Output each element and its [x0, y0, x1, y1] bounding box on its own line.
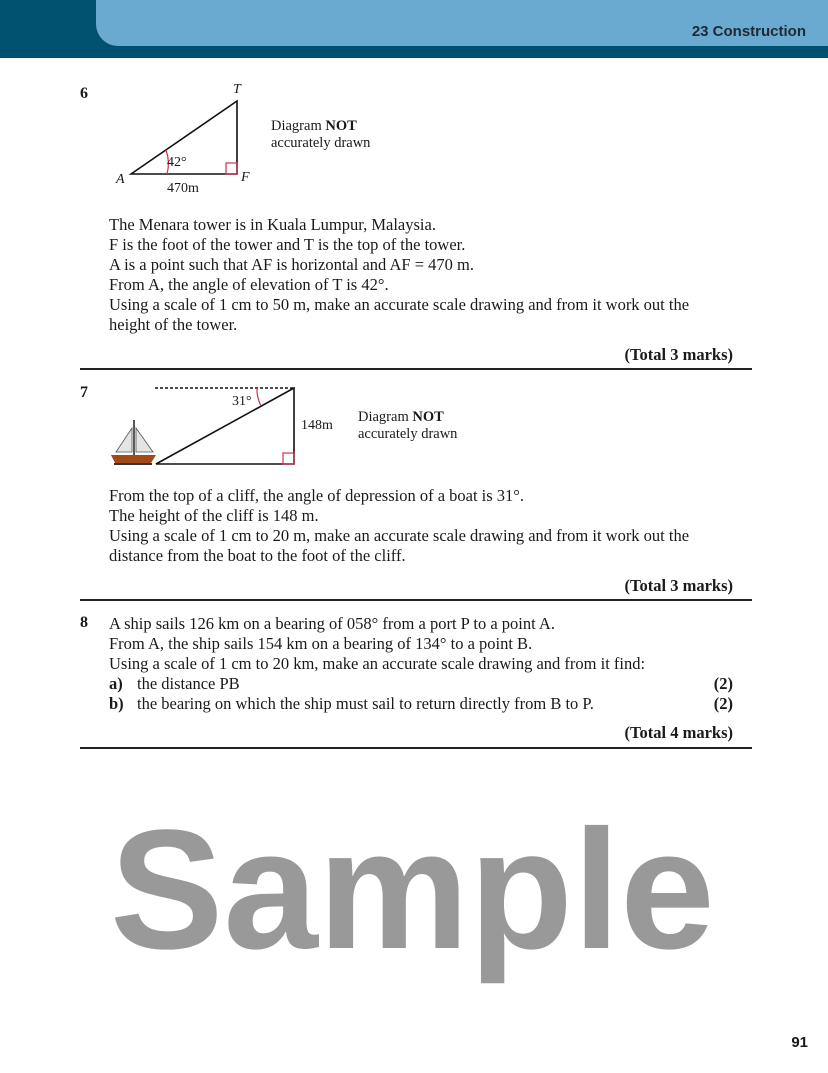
angle-arc — [257, 388, 261, 406]
boat-icon — [111, 420, 156, 465]
q8-part-b: b) the bearing on which the ship must sail to return directly from B to P. — [109, 694, 594, 713]
label-F: F — [241, 170, 250, 185]
angle-label: 31° — [232, 394, 252, 409]
diagram-note: Diagram NOT accurately drawn — [271, 118, 371, 151]
divider — [80, 599, 752, 601]
q6-line-3: A is a point such that AF is horizontal and AF = 470 m. — [109, 255, 474, 274]
base-label: 470m — [167, 181, 199, 196]
question-8-number: 8 — [80, 614, 88, 631]
height-label: 148m — [301, 418, 333, 433]
triangle — [156, 388, 294, 464]
q8-line-2: From A, the ship sails 154 km on a bearing of 134° to a point B. — [109, 634, 533, 653]
right-angle-mark — [283, 453, 294, 464]
q8-line-1: A ship sails 126 km on a bearing of 058° from a port P to a point A. — [109, 614, 555, 633]
q7-total-marks: (Total 3 marks) — [624, 576, 733, 595]
chapter-title: 23 Construction — [691, 23, 806, 40]
q7-line-3: Using a scale of 1 cm to 20 m, make an accurate scale drawing and from it work out the — [109, 526, 690, 545]
q8-part-a-marks: (2) — [713, 674, 733, 693]
q6-line-4: From A, the angle of elevation of T is 42°. — [109, 275, 389, 294]
q6-line-6: height of the tower. — [109, 315, 238, 334]
page-number: 91 — [791, 1034, 808, 1051]
label-A: A — [116, 172, 125, 187]
question-7-number: 7 — [80, 384, 88, 401]
angle-label: 42° — [167, 155, 187, 170]
question-6-number: 6 — [80, 85, 88, 102]
label-T: T — [233, 82, 241, 97]
q8-part-a: a) the distance PB — [109, 674, 240, 693]
diagram-note: Diagram NOT accurately drawn — [358, 409, 458, 442]
q7-line-2: The height of the cliff is 148 m. — [109, 506, 319, 525]
sample-watermark: Sample — [110, 795, 715, 985]
q6-total-marks: (Total 3 marks) — [624, 345, 733, 364]
q8-line-3: Using a scale of 1 cm to 20 km, make an accurate scale drawing and from it find: — [109, 654, 646, 673]
q7-cliff-diagram — [0, 0, 828, 480]
q8-total-marks: (Total 4 marks) — [624, 723, 733, 742]
q6-line-2: F is the foot of the tower and T is the top of the tower. — [109, 235, 466, 254]
q6-line-1: The Menara tower is in Kuala Lumpur, Malaysia. — [109, 215, 436, 234]
q6-line-5: Using a scale of 1 cm to 50 m, make an accurate scale drawing and from it work out the — [109, 295, 690, 314]
q7-line-1: From the top of a cliff, the angle of depression of a boat is 31°. — [109, 486, 525, 505]
q7-line-4: distance from the boat to the foot of the cliff. — [109, 546, 406, 565]
divider — [80, 747, 752, 749]
q8-part-b-marks: (2) — [713, 694, 733, 713]
